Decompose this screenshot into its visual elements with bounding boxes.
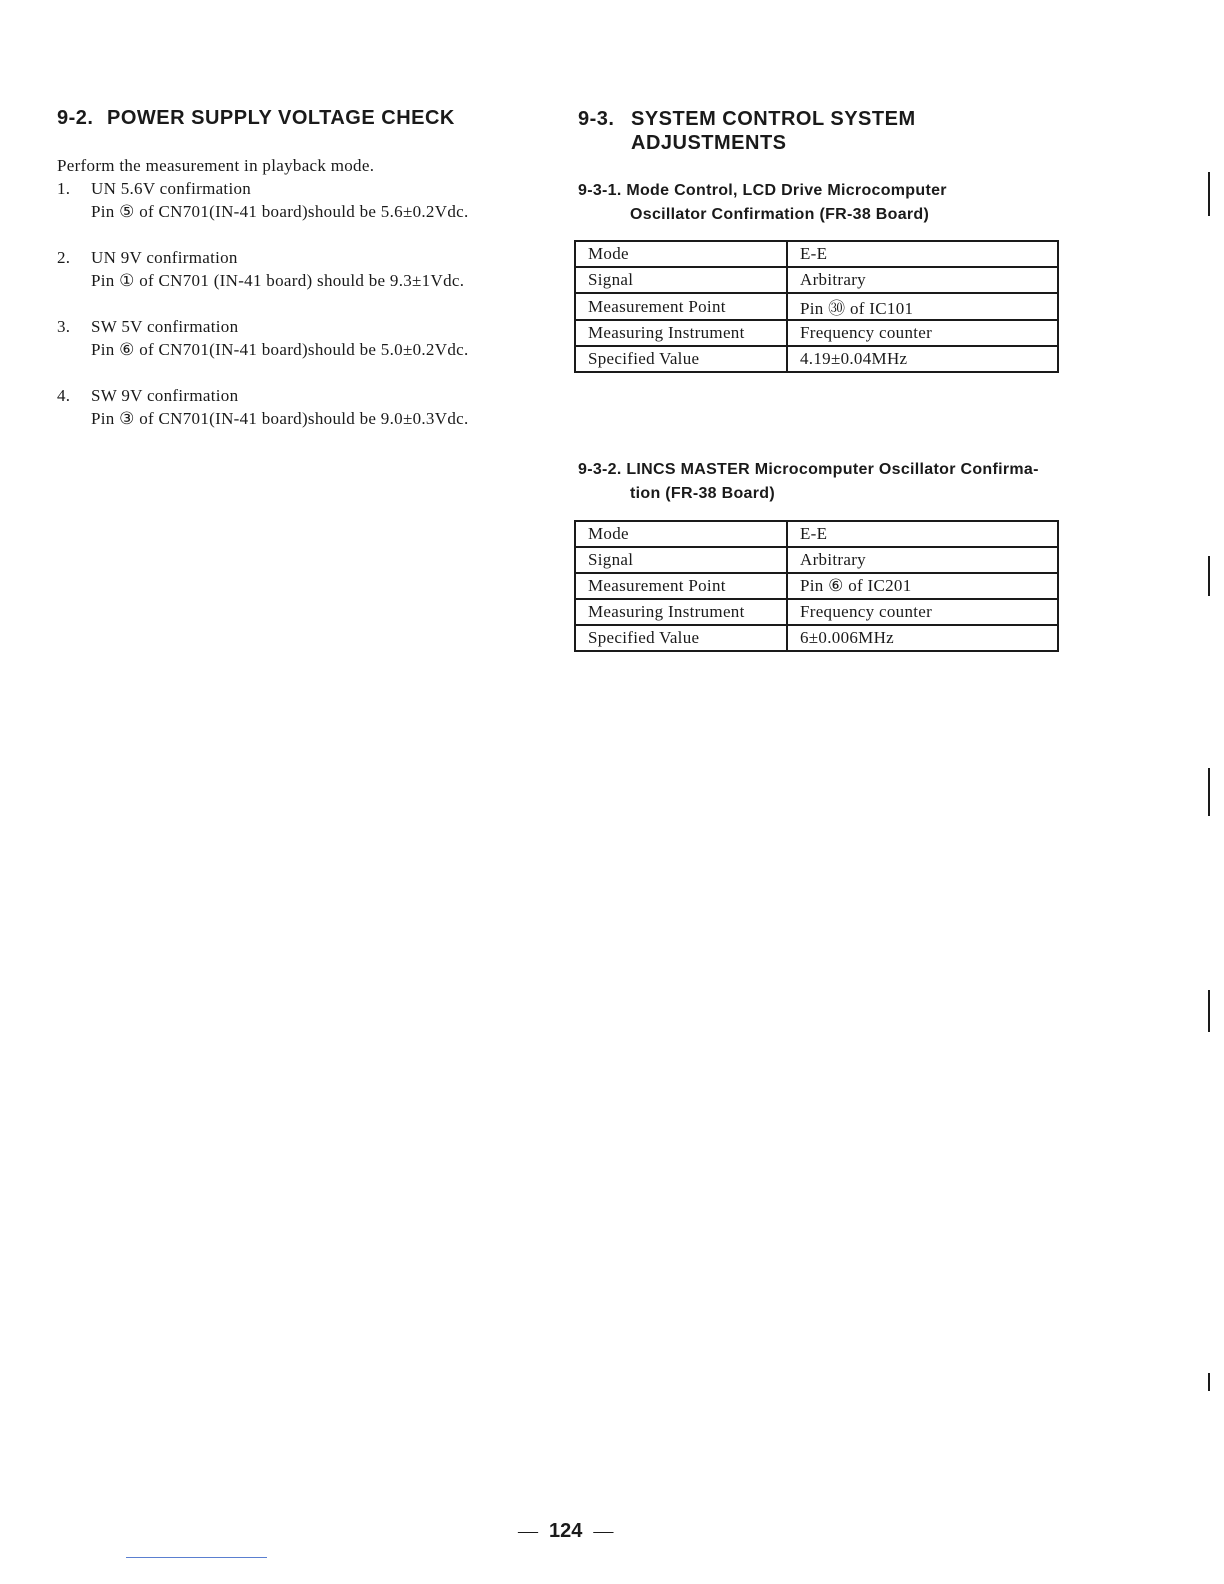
row-value: 6±0.006MHz — [787, 625, 1058, 651]
row-label: Specified Value — [575, 346, 787, 372]
row-value: Pin ㉚ of IC101 — [787, 293, 1058, 320]
subsection-number: 9-3-1. — [578, 182, 622, 199]
table-row — [575, 241, 1058, 267]
table-row — [575, 521, 1058, 547]
row-label: Mode — [575, 521, 787, 547]
step-item — [57, 384, 557, 430]
step-title: SW 5V confirmation — [91, 317, 239, 336]
step-title: SW 9V confirmation — [91, 386, 239, 405]
row-value: Arbitrary — [787, 267, 1058, 293]
page-number-value: 124 — [549, 1520, 583, 1542]
row-label: Measuring Instrument — [575, 599, 787, 625]
section-number: 9-2. — [57, 107, 94, 129]
step-title: UN 5.6V confirmation — [91, 179, 252, 198]
row-label: Signal — [575, 267, 787, 293]
intro-text: Perform the measurement in playback mode. — [57, 156, 375, 175]
step-detail: Pin ① of CN701 (IN-41 board) should be 9.3±1Vdc. — [91, 271, 465, 290]
row-value: Frequency counter — [787, 599, 1058, 625]
spec-table-9-3-1 — [574, 240, 1059, 373]
step-number: 4. — [57, 386, 71, 405]
section-number: 9-3. — [578, 108, 615, 130]
step-number: 1. — [57, 179, 71, 198]
table-row — [575, 346, 1058, 372]
table-row — [575, 573, 1058, 599]
subsection-9-3-2-heading — [578, 458, 1039, 506]
step-number: 3. — [57, 317, 71, 336]
row-value: Pin ⑥ of IC201 — [787, 573, 1058, 599]
step-title: UN 9V confirmation — [91, 248, 238, 267]
table-row — [575, 547, 1058, 573]
subsection-title-line1: Mode Control, LCD Drive Microcomputer — [626, 182, 947, 199]
edge-mark — [1208, 556, 1210, 596]
subsection-9-3-1-heading — [578, 179, 947, 227]
table-row — [575, 293, 1058, 320]
edge-mark — [1208, 172, 1210, 216]
row-value: E-E — [787, 521, 1058, 547]
subsection-title-line2: Oscillator Confirmation (FR-38 Board) — [630, 206, 930, 223]
row-label: Signal — [575, 547, 787, 573]
section-9-3-heading — [578, 107, 916, 155]
step-detail: Pin ⑤ of CN701(IN-41 board)should be 5.6±0.2Vdc. — [91, 202, 469, 221]
step-item — [57, 246, 557, 292]
subsection-number: 9-3-2. — [578, 461, 622, 478]
subsection-title-line1: LINCS MASTER Microcomputer Oscillator Confirma- — [626, 461, 1039, 478]
step-number: 2. — [57, 248, 71, 267]
step-item — [57, 177, 557, 223]
section-title: POWER SUPPLY VOLTAGE CHECK — [107, 107, 455, 129]
section-9-2-body — [57, 154, 557, 453]
section-9-2-heading — [57, 106, 455, 130]
table-row — [575, 599, 1058, 625]
table-row — [575, 320, 1058, 346]
row-label: Measurement Point — [575, 293, 787, 320]
edge-mark — [1208, 990, 1210, 1032]
page-number-dash: — — [518, 1520, 538, 1542]
row-label: Measuring Instrument — [575, 320, 787, 346]
subsection-title-line2: tion (FR-38 Board) — [630, 485, 775, 502]
page-number-dash: — — [593, 1520, 614, 1542]
edge-mark — [1208, 1373, 1210, 1391]
row-value: Arbitrary — [787, 547, 1058, 573]
row-label: Measurement Point — [575, 573, 787, 599]
section-title-line1: SYSTEM CONTROL SYSTEM — [631, 108, 916, 130]
row-label: Mode — [575, 241, 787, 267]
page-number — [518, 1520, 613, 1543]
step-detail: Pin ⑥ of CN701(IN-41 board)should be 5.0±0.2Vdc. — [91, 340, 469, 359]
section-title-line2: ADJUSTMENTS — [631, 132, 787, 154]
row-value: Frequency counter — [787, 320, 1058, 346]
row-value: E-E — [787, 241, 1058, 267]
edge-mark — [1208, 768, 1210, 816]
step-detail: Pin ③ of CN701(IN-41 board)should be 9.0±0.3Vdc. — [91, 409, 469, 428]
table-row — [575, 625, 1058, 651]
footer-rule — [126, 1557, 267, 1558]
row-value: 4.19±0.04MHz — [787, 346, 1058, 372]
row-label: Specified Value — [575, 625, 787, 651]
table-row — [575, 267, 1058, 293]
step-item — [57, 315, 557, 361]
spec-table-9-3-2 — [574, 520, 1059, 652]
